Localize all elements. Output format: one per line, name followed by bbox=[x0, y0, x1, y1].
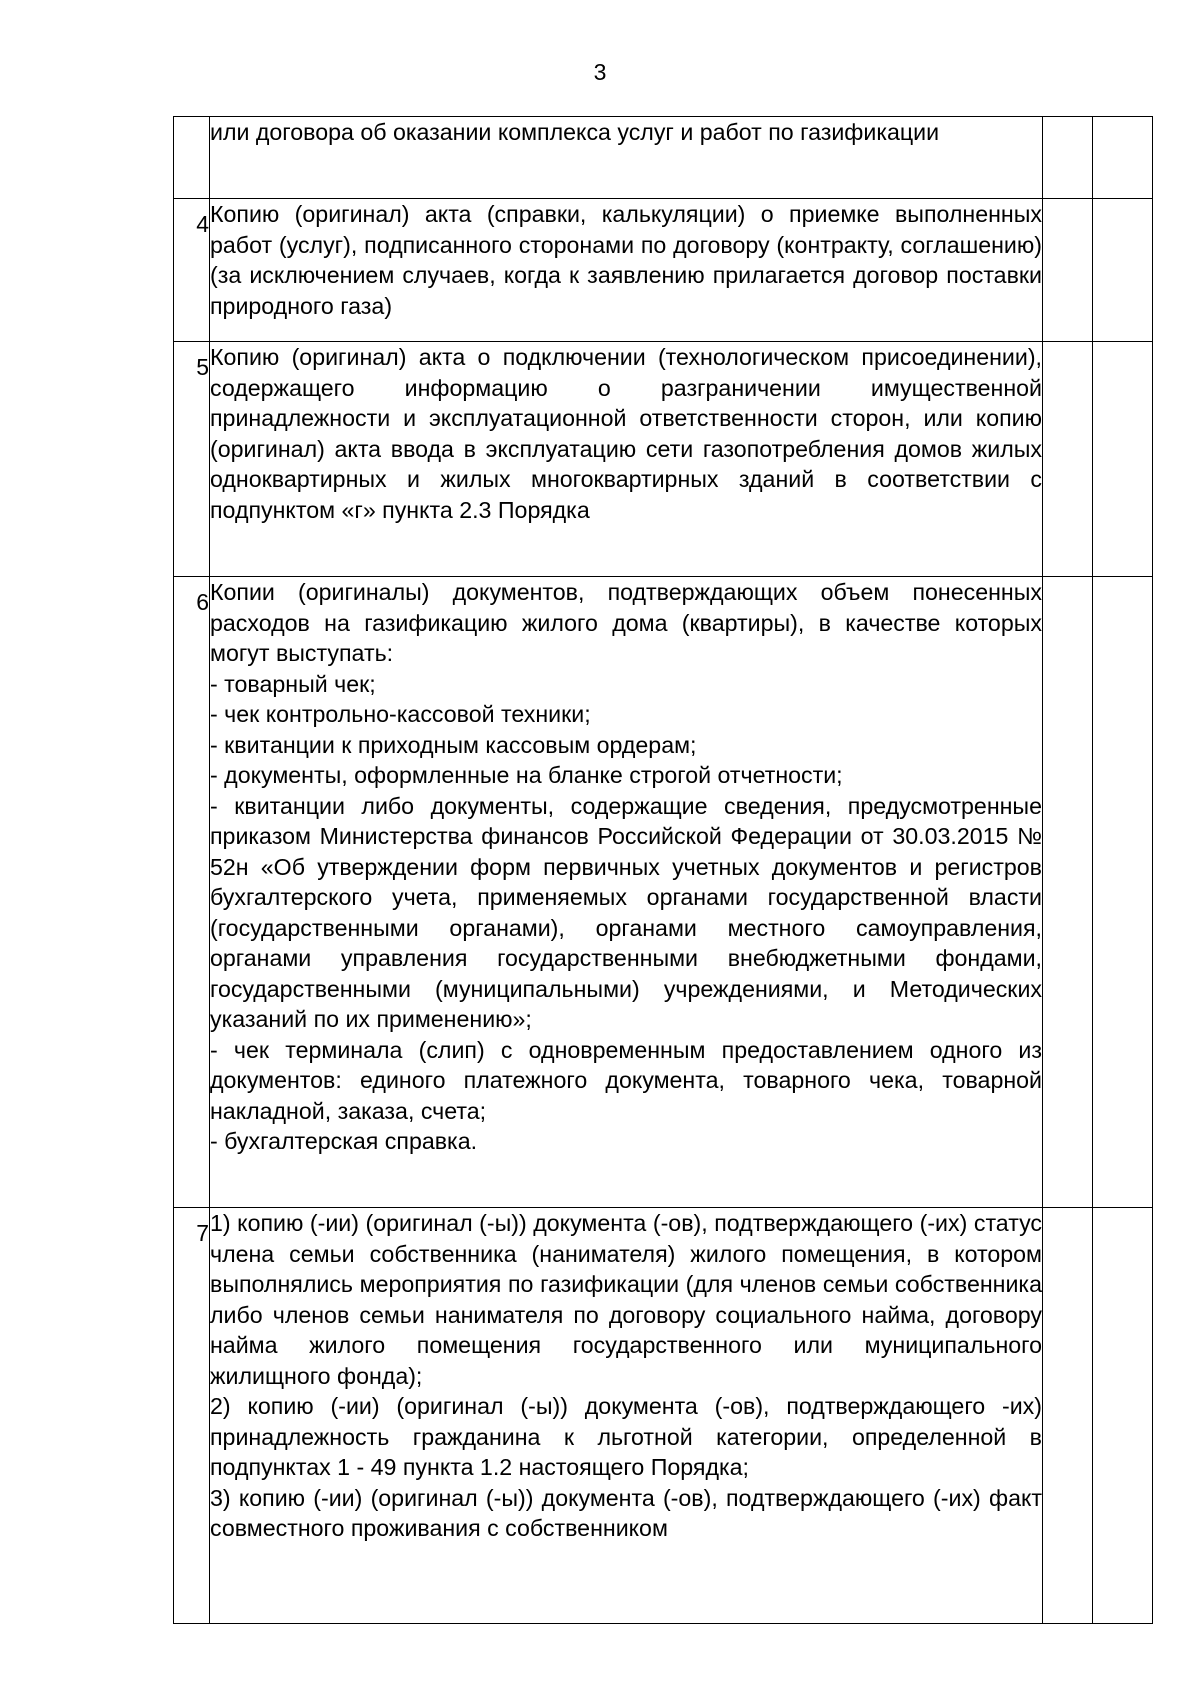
list-item: 1) копию (-ии) (оригинал (-ы)) документа (-ов), подтверждающего (-их) статус члена семьи собственника (нанимателя) жилого помещения, в котором выполнялись мероприятия по газификации (для членов семьи собственника либо членов семьи нанимателя по договору социального найма, договору найма жилого помещения государственного или муниципального жилищного фонда); bbox=[210, 1210, 1042, 1389]
empty-cell bbox=[1093, 577, 1153, 1208]
row-number-cell bbox=[174, 117, 210, 199]
list-item: 3) копию (-ии) (оригинал (-ы)) документа (-ов), подтверждающего (-их) факт совместного проживания с собственником bbox=[210, 1484, 1042, 1541]
row-text-cell bbox=[210, 577, 1043, 1208]
row-text-cell bbox=[210, 199, 1043, 342]
empty-cell bbox=[1043, 117, 1093, 199]
table-row bbox=[174, 342, 1153, 577]
empty-cell bbox=[1093, 1208, 1153, 1624]
row-number-cell bbox=[174, 342, 210, 577]
list-item: - квитанции либо документы, содержащие сведения, предусмотренные приказом Министерства финансов Российской Федерации от 30.03.2015 № 52н «Об утверждении форм первичных учетных документов и регистров бухгалтерского учета, применяемых органами государственной власти (государственными органами), органами местного самоуправления, органами управления государственными внебюджетными фондами, государственными (муниципальными) учреждениями, и Методических указаний по их применению»; bbox=[210, 792, 1042, 1032]
table-row bbox=[174, 1208, 1153, 1624]
row-paragraph: Копии (оригиналы) документов, подтверждающих объем понесенных расходов на газификацию жилого дома (квартиры), в качестве которых могут выступать: bbox=[210, 579, 1042, 666]
row-number-cell bbox=[174, 577, 210, 1208]
row-text-cell bbox=[210, 117, 1043, 199]
row-number: 4 bbox=[196, 211, 209, 237]
row-number: 5 bbox=[196, 354, 209, 380]
row-number bbox=[174, 117, 209, 127]
table-row bbox=[174, 577, 1153, 1208]
row-number: 6 bbox=[196, 589, 209, 615]
row-paragraph: или договора об оказании комплекса услуг и работ по газификации bbox=[210, 119, 940, 145]
empty-cell bbox=[1043, 342, 1093, 577]
row-text-cell bbox=[210, 342, 1043, 577]
list-item: - чек терминала (слип) с одновременным предоставлением одного из документов: единого платежного документа, товарного чека, товарной накладной, заказа, счета; bbox=[210, 1036, 1042, 1124]
empty-cell bbox=[1093, 342, 1153, 577]
list-item: 2) копию (-ии) (оригинал (-ы)) документа (-ов), подтверждающего -их) принадлежность гражданина к льготной категории, определенной в подпунктах 1 - 49 пункта 1.2 настоящего Порядка; bbox=[210, 1393, 1042, 1480]
list-item: - документы, оформленные на бланке строгой отчетности; bbox=[210, 762, 843, 788]
row-number: 7 bbox=[196, 1220, 209, 1246]
table-row bbox=[174, 117, 1153, 199]
list-item: - чек контрольно-кассовой техники; bbox=[210, 701, 591, 727]
row-paragraph: Копию (оригинал) акта (справки, калькуляции) о приемке выполненных работ (услуг), подписанного сторонами по договору (контракту, соглашению) (за исключением случаев, когда к заявлению прилагается договор поставки природного газа) bbox=[210, 201, 1042, 319]
list-item: - бухгалтерская справка. bbox=[210, 1128, 478, 1154]
empty-cell bbox=[1043, 577, 1093, 1208]
row-number-cell bbox=[174, 1208, 210, 1624]
empty-cell bbox=[1093, 199, 1153, 342]
list-item: - квитанции к приходным кассовым ордерам; bbox=[210, 731, 697, 758]
empty-cell bbox=[1043, 199, 1093, 342]
page-number: 3 bbox=[593, 59, 607, 85]
row-number-cell bbox=[174, 199, 210, 342]
empty-cell bbox=[1043, 1208, 1093, 1624]
row-text-cell bbox=[210, 1208, 1043, 1624]
list-item: - товарный чек; bbox=[210, 670, 376, 697]
table-row bbox=[174, 199, 1153, 342]
empty-cell bbox=[1093, 117, 1153, 199]
documents-table bbox=[173, 116, 1153, 1624]
row-paragraph: Копию (оригинал) акта о подключении (технологическом присоединении), содержащего информацию о разграничении имущественной принадлежности и эксплуатационной ответственности сторон, или копию (оригинал) акта ввода в эксплуатацию сети газопотребления домов жилых одноквартирных и жилых многоквартирных зданий в соответствии с подпунктом «г» пункта 2.3 Порядка bbox=[210, 344, 1042, 523]
